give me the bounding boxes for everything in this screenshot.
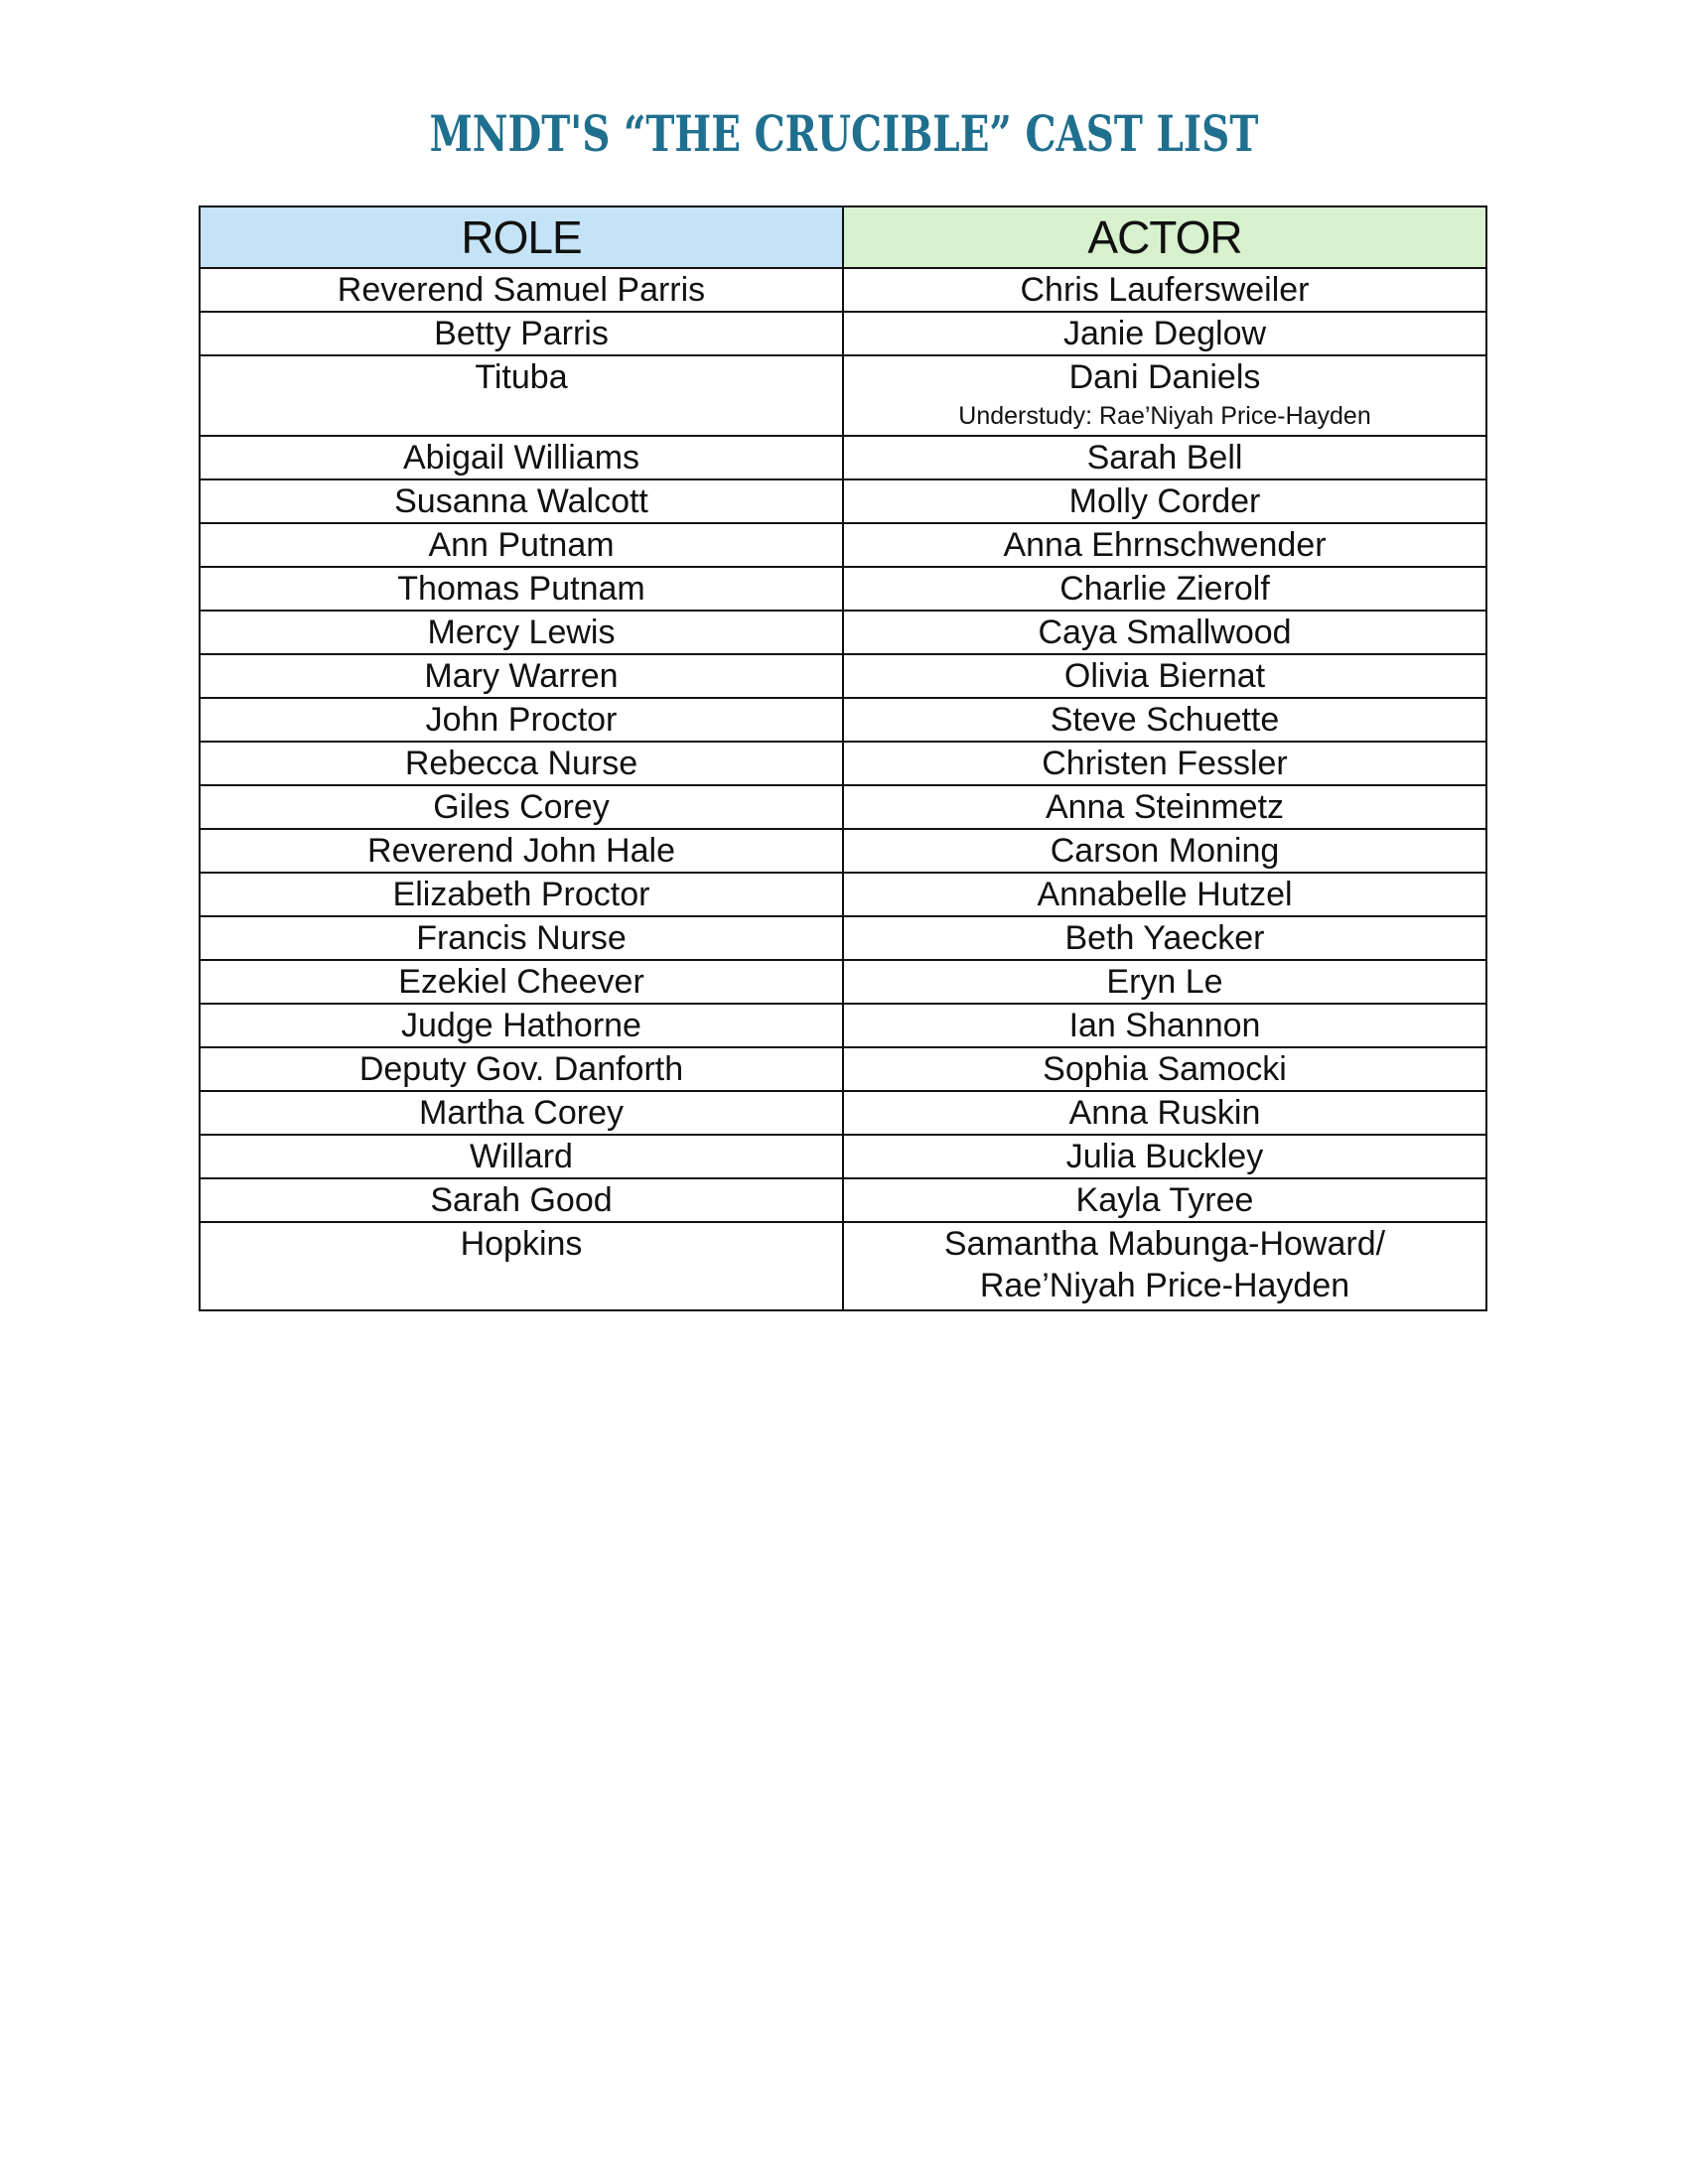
- actor-cell: Annabelle Hutzel: [843, 873, 1486, 916]
- table-row: [200, 960, 1486, 1004]
- table-row: [200, 355, 1486, 436]
- cast-table: [199, 205, 1487, 1311]
- role-cell: Mary Warren: [200, 654, 843, 698]
- role-cell: Deputy Gov. Danforth: [200, 1047, 843, 1091]
- table-row: [200, 312, 1486, 355]
- role-cell: Abigail Williams: [200, 436, 843, 479]
- table-row: [200, 1091, 1486, 1135]
- actor-cell: Anna Ruskin: [843, 1091, 1486, 1135]
- role-cell: Ann Putnam: [200, 523, 843, 567]
- role-cell: Sarah Good: [200, 1178, 843, 1222]
- table-row: [200, 742, 1486, 785]
- actor-name-line-2: Rae’Niyah Price-Hayden: [979, 1267, 1350, 1304]
- actor-cell: Christen Fessler: [843, 742, 1486, 785]
- table-row: [200, 873, 1486, 916]
- actor-cell: Molly Corder: [843, 479, 1486, 523]
- table-row: [200, 1047, 1486, 1091]
- actor-cell: Eryn Le: [843, 960, 1486, 1004]
- actor-cell: [843, 355, 1486, 436]
- table-row: [200, 1178, 1486, 1222]
- table-header-row: [200, 206, 1486, 268]
- table-row: [200, 1004, 1486, 1047]
- actor-cell: Sophia Samocki: [843, 1047, 1486, 1091]
- role-cell: Elizabeth Proctor: [200, 873, 843, 916]
- role-cell: Rebecca Nurse: [200, 742, 843, 785]
- table-row: [200, 436, 1486, 479]
- role-cell: Martha Corey: [200, 1091, 843, 1135]
- role-cell: Thomas Putnam: [200, 567, 843, 611]
- role-cell: Mercy Lewis: [200, 611, 843, 654]
- page-title: MNDT'S “THE CRUCIBLE” CAST LIST: [429, 104, 1259, 163]
- actor-name: Dani Daniels: [1068, 358, 1261, 396]
- actor-cell: Caya Smallwood: [843, 611, 1486, 654]
- role-column-header: ROLE: [200, 206, 843, 268]
- table-row: [200, 698, 1486, 742]
- table-row: [200, 479, 1486, 523]
- table-row: [200, 523, 1486, 567]
- understudy-note: Understudy: Rae’Niyah Price-Hayden: [958, 402, 1371, 430]
- actor-column-header: ACTOR: [843, 206, 1486, 268]
- role-cell: Judge Hathorne: [200, 1004, 843, 1047]
- table-row: [200, 1135, 1486, 1178]
- actor-cell: Julia Buckley: [843, 1135, 1486, 1178]
- role-cell: Ezekiel Cheever: [200, 960, 843, 1004]
- actor-cell: Steve Schuette: [843, 698, 1486, 742]
- role-cell: Giles Corey: [200, 785, 843, 829]
- actor-cell: Anna Steinmetz: [843, 785, 1486, 829]
- role-cell: Susanna Walcott: [200, 479, 843, 523]
- role-cell: Reverend John Hale: [200, 829, 843, 873]
- actor-cell: Anna Ehrnschwender: [843, 523, 1486, 567]
- actor-cell: Olivia Biernat: [843, 654, 1486, 698]
- actor-cell: Janie Deglow: [843, 312, 1486, 355]
- table-row: [200, 785, 1486, 829]
- table-row: [200, 611, 1486, 654]
- table-row: [200, 1222, 1486, 1310]
- role-cell: Reverend Samuel Parris: [200, 268, 843, 312]
- role-cell: Willard: [200, 1135, 843, 1178]
- actor-cell: Sarah Bell: [843, 436, 1486, 479]
- table-row: [200, 916, 1486, 960]
- actor-cell: Carson Moning: [843, 829, 1486, 873]
- role-cell: John Proctor: [200, 698, 843, 742]
- table-row: [200, 829, 1486, 873]
- role-cell: Tituba: [200, 355, 843, 436]
- actor-cell: Kayla Tyree: [843, 1178, 1486, 1222]
- actor-cell: Beth Yaecker: [843, 916, 1486, 960]
- table-row: [200, 268, 1486, 312]
- table-row: [200, 654, 1486, 698]
- table-row: [200, 567, 1486, 611]
- actor-cell: Chris Laufersweiler: [843, 268, 1486, 312]
- role-cell: Betty Parris: [200, 312, 843, 355]
- actor-cell: Charlie Zierolf: [843, 567, 1486, 611]
- actor-cell: Ian Shannon: [843, 1004, 1486, 1047]
- role-cell: Francis Nurse: [200, 916, 843, 960]
- actor-name-line-1: Samantha Mabunga-Howard/: [943, 1225, 1386, 1263]
- actor-cell: [843, 1222, 1486, 1310]
- role-cell: Hopkins: [200, 1222, 843, 1310]
